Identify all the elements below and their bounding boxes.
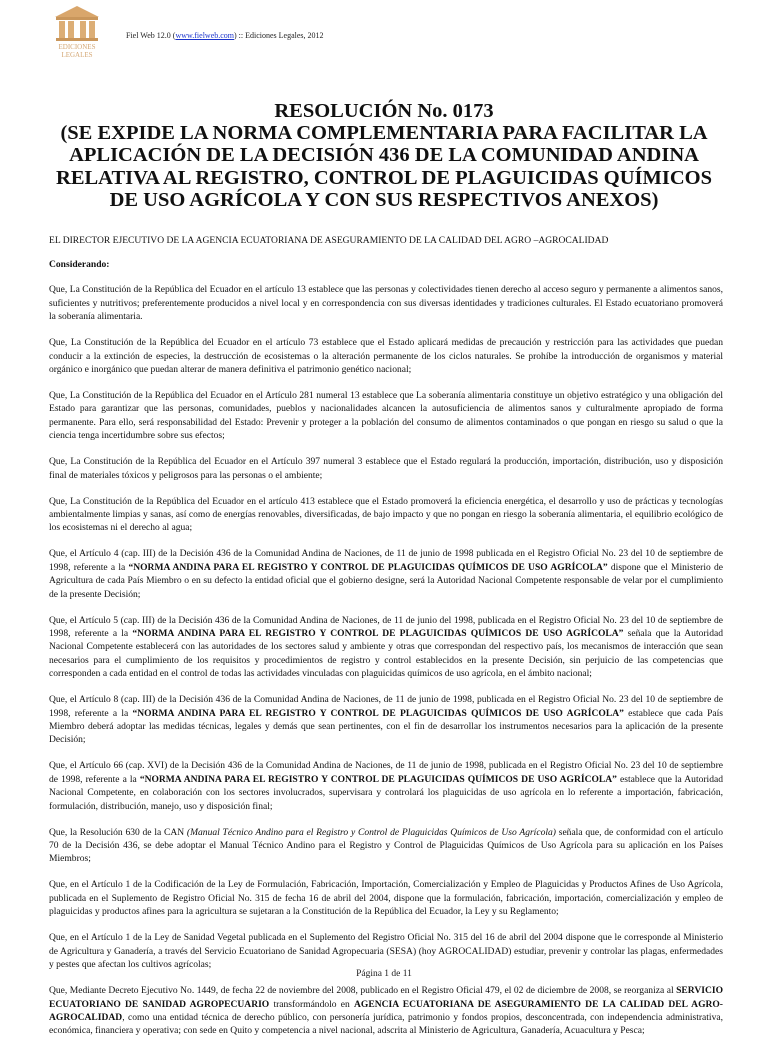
norma-andina-title: “NORMA ANDINA PARA EL REGISTRO Y CONTROL DE PLAGUICIDAS QUÍMICOS DE USO AGRÍCOLA” <box>132 707 624 719</box>
manual-tecnico-title: (Manual Técnico Andino para el Registro y Control de Plaguicidas Químicos de Uso Agrícola) <box>186 826 556 838</box>
norma-andina-title: “NORMA ANDINA PARA EL REGISTRO Y CONTROL DE PLAGUICIDAS QUÍMICOS DE USO AGRÍCOLA” <box>132 628 624 639</box>
page-footer <box>0 969 768 979</box>
fielweb-link[interactable]: www.fielweb.com <box>175 31 235 40</box>
sesa-name: SERVICIO ECUATORIANO DE SANIDAD AGROPECUARIO <box>49 985 723 1010</box>
svg-text:LEGALES: LEGALES <box>61 51 93 59</box>
paragraph-art281: Que, La Constitución de la República del Ecuador en el Artículo 281 numeral 13 establece que La soberanía alimentaria constituye un objetivo estratégico y una obligación del Estado para garantizar que las personas, comunidades, pueblos y nacionalidades alcancen la autosuficiencia de alimentos sanos y culturalmente apropiado de forma permanente. Para ello, será responsabilidad del Estado: Prevenir y proteger a la población del consumo de alimentos contaminados o que pongan en riesgo su salud o que la ciencia tenga incertidumbre sobre sus efectos; <box>49 389 723 442</box>
paragraph-decision436-art4: Que, el Artículo 4 (cap. III) de la Decisión 436 de la Comunidad Andina de Naciones, de 11 de junio de 1998 publicada en el Registro Oficial No. 23 del 10 de septiembre de 1998, referente a la “NORMA ANDINA PARA EL REGISTRO Y CONTROL DE PLAGUICIDAS QUÍMICOS DE USO AGRÍCOLA” dispone que el Ministerio de Agricultura de cada País Miembro o en su defecto la entidad oficial que el gobierno designe, será la Autoridad Nacional Competente responsable de velar por el cumplimiento de la presente Decisión; <box>49 548 723 600</box>
svg-text:EDICIONES: EDICIONES <box>58 43 96 51</box>
considerando-heading: Considerando: <box>49 259 110 271</box>
paragraph-ley-plaguicidas: Que, en el Artículo 1 de la Codificación de la Ley de Formulación, Fabricación, Importación, Comercialización y Empleo de Plaguicidas y Productos Afines de Uso Agrícola, publicada en el Suplemento de Registro Oficial No. 315 de fecha 16 de abril del 2004, dispone que la formulación, fabricación, importación, comercialización y empleo de plaguicidas y productos afines para la agricultura se sujetaran a la Constitución de la República del Ecuador, la Ley y su Reglamento; <box>49 879 723 918</box>
norma-andina-title: “NORMA ANDINA PARA EL REGISTRO Y CONTROL DE PLAGUICIDAS QUÍMICOS DE USO AGRÍCOLA” <box>139 773 617 785</box>
resolution-subtitle: (SE EXPIDE LA NORMA COMPLEMENTARIA PARA FACILITAR LA APLICACIÓN DE LA DECISIÓN 436 DE LA COMUNIDAD ANDINA RELATIVA AL REGISTRO, CONTROL DE PLAGUICIDAS QUÍMICOS DE USO AGRÍCOLA Y CON SUS RESPECTIVOS ANEXOS) <box>56 122 712 211</box>
paragraph-resolucion630: Que, la Resolución 630 de la CAN (Manual Técnico Andino para el Registro y Control de Plaguicidas Químicos de Uso Agrícola) señala que, de conformidad con el artículo 70 de la Decisión 436, se debe adoptar el Manual Técnico Andino para el Registro y Control de Plaguicidas Químicos de Uso Agrícola para su aplicación en los Países Miembros; <box>49 826 723 865</box>
document-body <box>49 234 723 1050</box>
page-header <box>0 0 768 70</box>
paragraph-decreto1449: Que, Mediante Decreto Ejecutivo No. 1449, de fecha 22 de noviembre del 2008, publicado en el Registro Oficial 479, el 02 de diciembre de 2008, se reorganiza al SERVICIO ECUATORIANO DE SANIDAD AGROPECUARIO transformándolo en AGENCIA ECUATORIANA DE ASEGURAMIENTO DE LA CALIDAD DEL AGRO- AGROCALIDAD, como una entidad técnica de derecho público, con personería jurídica, patrimonio y fondos propios, desconcentrada, con independencia administrativa, económica, financiera y operativa; con sede en Quito y competencia a nivel nacional, adscrita al Ministerio de Agricultura, Ganadería, Acuacultura y Pesca; <box>49 985 723 1037</box>
paragraph-art73: Que, La Constitución de la República del Ecuador en el artículo 73 establece que el Estado aplicará medidas de precaución y restricción para las actividades que puedan conducir a la extinción de especies, la destrucción de ecosistemas o la alteración permanente de los ciclos naturales. Se prohíbe la introducción de organismos y material orgánico e inorgánico que puedan alterar de manera definitiva el patrimonio genético nacional; <box>49 337 723 375</box>
temple-columns-icon <box>52 4 102 60</box>
resolution-number: RESOLUCIÓN No. 0173 <box>274 100 494 122</box>
source-prefix: Fiel Web 12.0 ( <box>126 31 176 40</box>
document-title <box>40 100 728 211</box>
paragraph-decision436-art66: Que, el Artículo 66 (cap. XVI) de la Decisión 436 de la Comunidad Andina de Naciones, de 11 de junio de 1998, publicada en el Registro Oficial No. 23 del 10 de septiembre de 1998, referente a la “NORMA ANDINA PARA EL REGISTRO Y CONTROL DE PLAGUICIDAS QUÍMICOS DE USO AGRÍCOLA” establece que la Autoridad Nacional Competente, en colaboración con los sectores involucrados, supervisara y controlará los plaguicidas de uso agrícola en lo referente a importación, fabricación, formulación, distribución, manejo, uso y disposición final; <box>49 760 723 812</box>
issuing-authority: EL DIRECTOR EJECUTIVO DE LA AGENCIA ECUATORIANA DE ASEGURAMIENTO DE LA CALIDAD DEL AGRO –AGROCALIDAD <box>49 235 609 246</box>
paragraph-ley-sanidad-vegetal: Que, en el Artículo 1 de la Ley de Sanidad Vegetal publicada en el Suplemento del Registro Oficial No. 315 del 16 de abril del 2004 dispone que le corresponde al Ministerio de Agricultura y Ganadería, a través del Servicio Ecuatoriano de Sanidad Agropecuaria (SESA) (hoy AGROCALIDAD) estudiar, prevenir y controlar las plagas, enfermedades y pestes que afectan los cultivos agrícolas; <box>49 932 723 971</box>
paragraph-art13: Que, La Constitución de la República del Ecuador en el artículo 13 establece que las personas y colectividades tienen derecho al acceso seguro y permanente a alimentos sanos, suficientes y nutritivos; preferentemente producidos a nivel local y en correspondencia con sus diversas identidades y tradiciones culturales. El Estado ecuatoriano promoverá la soberanía alimentaria. <box>49 284 723 323</box>
paragraph-art397: Que, La Constitución de la República del Ecuador en el Artículo 397 numeral 3 establece que el Estado regulará la producción, importación, distribución, uso y disposición final de materiales tóxicos y peligrosos para las personas o el ambiente; <box>49 456 723 481</box>
source-attribution <box>126 31 324 40</box>
page-number: Página 1 de 11 <box>356 969 412 979</box>
paragraph-art413: Que, La Constitución de la República del Ecuador en el artículo 413 establece que el Estado promoverá la eficiencia energética, el desarrollo y uso de prácticas y tecnologías ambientalmente limpias y sanas, así como de energías renovables, diversificadas, de bajo impacto y que no pongan en riesgo la soberanía alimentaria, el equilibrio ecológico de los ecosistemas ni el derecho al agua; <box>49 495 723 534</box>
paragraph-decision436-art8: Que, el Artículo 8 (cap. III) de la Decisión 436 de la Comunidad Andina de Naciones, de 11 de junio de 1998, publicada en el Registro Oficial No. 23 del 10 de septiembre de 1998, referente a la “NORMA ANDINA PARA EL REGISTRO Y CONTROL DE PLAGUICIDAS QUÍMICOS DE USO AGRÍCOLA” establece que cada País Miembro deberá adoptar las medidas técnicas, legales y demás que sean pertinentes, con el fin de desarrollar los instrumentos necesarios para la aplicación de la presente Decisión; <box>49 694 723 746</box>
norma-andina-title: “NORMA ANDINA PARA EL REGISTRO Y CONTROL DE PLAGUICIDAS QUÍMICOS DE USO AGRÍCOLA” <box>128 561 608 573</box>
ediciones-legales-logo <box>52 4 102 60</box>
paragraph-decision436-art5: Que, el Artículo 5 (cap. III) de la Decisión 436 de la Comunidad Andina de Naciones, de 11 de junio del 1998, publicada en el Registro Oficial No. 23 del 10 de septiembre de 1998, referente a la “NORMA ANDINA PARA EL REGISTRO Y CONTROL DE PLAGUICIDAS QUÍMICOS DE USO AGRÍCOLA” señala que la Autoridad Nacional Competente establecerá con las autoridades de los sectores salud y ambiente y otras que correspondan del respectivo país, los mecanismos de interacción que sean necesarios para el cumplimiento de los requisitos y procedimientos de registro y control establecidos en la presente Decisión, sin perjuicio de las competencias que corresponden a cada entidad en el control de todas las actividades vinculadas con plaguicidas químicos de uso agrícola, en el ámbito nacional; <box>49 614 723 680</box>
source-suffix: ) :: Ediciones Legales, 2012 <box>234 31 324 40</box>
agrocalidad-name: AGENCIA ECUATORIANA DE ASEGURAMIENTO DE LA CALIDAD DEL AGRO- AGROCALIDAD <box>49 998 723 1023</box>
